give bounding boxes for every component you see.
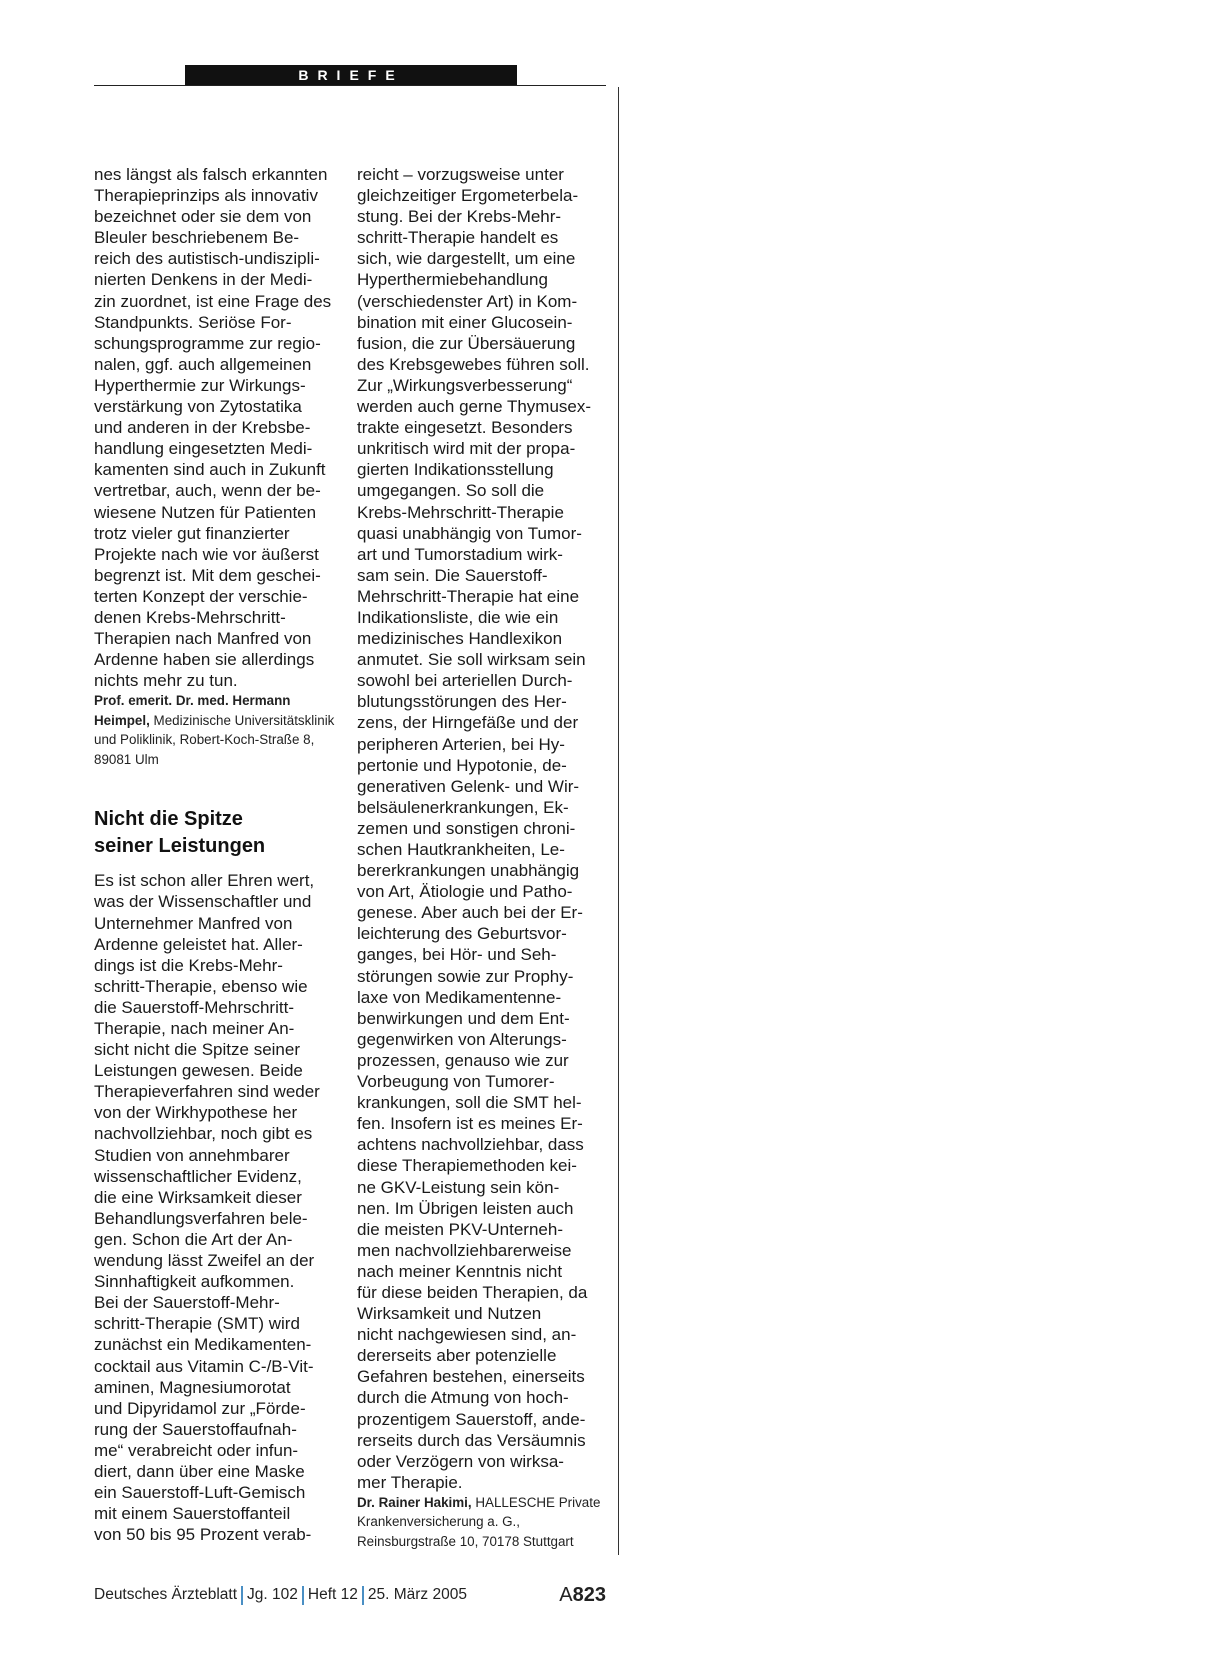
text-line: umgegangen. So soll die [357, 481, 545, 501]
text-line: sowohl bei arteriellen Durch- [357, 671, 573, 691]
text-line: nen. Im Übrigen leisten auch [357, 1198, 574, 1218]
text-line: fusion, die zur Übersäuerung [357, 333, 576, 353]
text-line: die eine Wirksamkeit dieser [94, 1187, 302, 1207]
text-line: denen Krebs-Mehrschritt- [94, 607, 286, 627]
text-line: belsäulenerkrankungen, Ek- [357, 797, 569, 817]
text-line: krankungen, soll die SMT hel- [357, 1093, 582, 1113]
heading-line: seiner Leistungen [94, 835, 266, 858]
text-line: art und Tumorstadium wirk- [357, 544, 563, 564]
text-line: Bei der Sauerstoff-Mehr- [94, 1293, 280, 1313]
page-number [559, 1584, 606, 1607]
text-line: dings ist die Krebs-Mehr- [94, 955, 283, 975]
text-line: prozentigem Sauerstoff, ande- [357, 1409, 586, 1429]
author-affiliation: HALLESCHE Private [475, 1494, 601, 1510]
text-line: nach meiner Kenntnis nicht [357, 1261, 563, 1281]
text-line: anmutet. Sie soll wirksam sein [357, 650, 586, 670]
text-line: ganges, bei Hör- und Seh- [357, 945, 557, 965]
author-affiliation: Krankenversicherung a. G., [357, 1514, 521, 1530]
text-line: wendung lässt Zweifel an der [94, 1251, 315, 1271]
text-line: Es ist schon aller Ehren wert, [94, 871, 315, 891]
text-line: fen. Insofern ist es meines Er- [357, 1114, 583, 1134]
text-line: gen. Schon die Art der An- [94, 1229, 293, 1249]
text-line: bination mit einer Glucosein- [357, 312, 573, 332]
text-line: handlung eingesetzten Medi- [94, 439, 313, 459]
footer-separator [302, 1586, 304, 1605]
text-line: Studien von annehmbarer [94, 1145, 290, 1165]
text-line: blutungsstörungen des Her- [357, 692, 567, 712]
text-line: nes längst als falsch erkannten [94, 165, 328, 184]
heading-line: Nicht die Spitze [94, 808, 243, 831]
signature-heimpel [94, 691, 350, 769]
text-line: medizinisches Handlexikon [357, 629, 563, 649]
text-line: Hyperthermiebehandlung [357, 270, 548, 290]
text-line: diese Therapiemethoden kei- [357, 1156, 577, 1176]
text-line: terten Konzept der verschie- [94, 586, 308, 606]
text-line: pertonie und Hypotonie, de- [357, 755, 567, 775]
text-line: sam sein. Die Sauerstoff- [357, 565, 548, 585]
text-line: diert, dann über eine Maske [94, 1461, 305, 1481]
text-line: sicht nicht die Spitze seiner [94, 1040, 300, 1060]
text-line: zens, der Hirngefäße und der [357, 713, 579, 733]
text-line: schritt-Therapie (SMT) wird [94, 1314, 300, 1334]
text-line: nichts mehr zu tun. [94, 671, 238, 691]
text-line: (verschiedenster Art) in Kom- [357, 291, 578, 311]
column-left [94, 164, 350, 1545]
text-line: verstärkung von Zytostatika [94, 397, 302, 417]
text-line: Wirksamkeit und Nutzen [357, 1304, 542, 1324]
text-line: nachvollziehbar, noch gibt es [94, 1124, 313, 1144]
text-line: schritt-Therapie handelt es [357, 228, 559, 248]
page-number-value: 823 [572, 1584, 606, 1606]
text-line: Krebs-Mehrschritt-Therapie [357, 502, 564, 522]
text-line: mit einem Sauerstoffanteil [94, 1504, 291, 1524]
text-line: Projekte nach wie vor äußerst [94, 544, 319, 564]
text-line: aminen, Magnesiumorotat [94, 1377, 291, 1397]
text-line: nalen, ggf. auch allgemeinen [94, 354, 312, 374]
author-name: Dr. Rainer Hakimi, [357, 1494, 472, 1510]
text-line: prozessen, genauso wie zur [357, 1050, 569, 1070]
text-line: Zur „Wirkungsverbesserung“ [357, 375, 573, 395]
section-header [185, 65, 517, 85]
column-right [357, 164, 615, 1551]
text-line: zunächst ein Medikamenten- [94, 1335, 312, 1355]
author-affiliation: Medizinische Universitätsklinik [153, 712, 335, 728]
text-line: für diese beiden Therapien, da [357, 1282, 588, 1302]
text-line: zin zuordnet, ist eine Frage des [94, 291, 332, 311]
text-line: Unternehmer Manfred von [94, 913, 293, 933]
text-line: Indikationsliste, die wie ein [357, 607, 559, 627]
text-line: Sinnhaftigkeit aufkommen. [94, 1272, 295, 1292]
text-line: Standpunkts. Seriöse For- [94, 312, 292, 332]
page-prefix: A [559, 1584, 573, 1606]
text-line: die meisten PKV-Unterneh- [357, 1219, 563, 1239]
text-line: wiesene Nutzen für Patienten [94, 502, 317, 522]
text-line: Mehrschritt-Therapie hat eine [357, 586, 580, 606]
text-line: trotz vieler gut finanzierter [94, 523, 290, 543]
text-line: genese. Aber auch bei der Er- [357, 903, 583, 923]
text-line: Ardenne geleistet hat. Aller- [94, 934, 303, 954]
journal-name: Deutsches Ärzteblatt [94, 1586, 238, 1603]
text-line: rerseits durch das Versäumnis [357, 1430, 586, 1450]
text-line: men nachvollziehbarerweise [357, 1240, 572, 1260]
text-line: stung. Bei der Krebs-Mehr- [357, 207, 562, 227]
text-line: des Krebsgewebes führen soll. [357, 354, 590, 374]
letter-heading [94, 806, 350, 860]
text-line: Behandlungsverfahren bele- [94, 1208, 308, 1228]
text-line: Bleuler beschriebenem Be- [94, 228, 300, 248]
text-line: oder Verzögern von wirksa- [357, 1451, 564, 1471]
text-line: Therapie, nach meiner An- [94, 1019, 295, 1038]
text-line: und Dipyridamol zur „Förde- [94, 1398, 306, 1418]
text-line: Leistungen gewesen. Beide [94, 1061, 303, 1081]
author-name: Heimpel, [94, 712, 150, 728]
text-line: rung der Sauerstoffaufnah- [94, 1419, 297, 1439]
header-rule [94, 85, 606, 86]
letter-body [94, 164, 350, 691]
text-line: Therapien nach Manfred von [94, 629, 312, 649]
journal-issue: Heft 12 [307, 1586, 358, 1603]
page-footer [94, 1584, 606, 1606]
footer-separator [362, 1586, 364, 1605]
author-affiliation: Reinsburgstraße 10, 70178 Stuttgart [357, 1533, 574, 1549]
text-line: bererkrankungen unabhängig [357, 861, 580, 881]
text-line: laxe von Medikamentenne- [357, 987, 562, 1007]
text-line: schungsprogramme zur regio- [94, 333, 321, 353]
text-line: begrenzt ist. Mit dem geschei- [94, 565, 321, 585]
text-line: vertretbar, auch, wenn der be- [94, 481, 321, 501]
text-line: wissenschaftlicher Evidenz, [94, 1166, 302, 1186]
text-line: von 50 bis 95 Prozent verab- [94, 1525, 312, 1545]
section-title: BRIEFE [298, 67, 404, 83]
text-line: werden auch gerne Thymusex- [357, 397, 592, 417]
letter-body [94, 870, 350, 1545]
signature-hakimi [357, 1493, 615, 1552]
text-line: generativen Gelenk- und Wir- [357, 776, 580, 796]
text-line: von Art, Ätiologie und Patho- [357, 882, 573, 902]
text-line: schritt-Therapie, ebenso wie [94, 976, 308, 996]
text-line: störungen sowie zur Prophy- [357, 966, 574, 986]
text-line: Therapieprinzips als innovativ [94, 186, 318, 206]
text-line: was der Wissenschaftler und [94, 892, 312, 912]
text-line: reicht – vorzugsweise unter [357, 165, 564, 184]
text-line: zemen und sonstigen chroni- [357, 818, 576, 838]
author-name: Prof. emerit. Dr. med. Hermann [94, 693, 291, 709]
journal-volume: Jg. 102 [247, 1586, 298, 1603]
text-line: achtens nachvollziehbar, dass [357, 1135, 584, 1155]
text-line: Gefahren bestehen, einerseits [357, 1367, 585, 1387]
text-line: und anderen in der Krebsbe- [94, 418, 311, 438]
text-line: nicht nachgewiesen sind, an- [357, 1325, 577, 1345]
text-line: mer Therapie. [357, 1472, 463, 1492]
text-line: trakte eingesetzt. Besonders [357, 418, 573, 438]
text-line: kamenten sind auch in Zukunft [94, 460, 326, 480]
text-line: von der Wirkhypothese her [94, 1103, 298, 1123]
journal-date: 25. März 2005 [367, 1586, 467, 1603]
text-line: ne GKV-Leistung sein kön- [357, 1177, 560, 1197]
text-line: durch die Atmung von hoch- [357, 1388, 569, 1408]
text-line: Therapieverfahren sind weder [94, 1082, 320, 1102]
letter-body [357, 164, 615, 1493]
text-line: peripheren Arterien, bei Hy- [357, 734, 565, 754]
author-affiliation: 89081 Ulm [94, 751, 159, 767]
author-affiliation: und Poliklinik, Robert-Koch-Straße 8, [94, 732, 315, 748]
text-line: Vorbeugung von Tumorer- [357, 1072, 555, 1092]
text-line: gleichzeitiger Ergometerbela- [357, 186, 579, 206]
text-line: cocktail aus Vitamin C-/B-Vit- [94, 1356, 314, 1376]
text-line: schen Hautkrankheiten, Le- [357, 840, 565, 859]
footer-separator [241, 1586, 243, 1605]
text-line: nierten Denkens in der Medi- [94, 270, 313, 290]
text-line: gierten Indikationsstellung [357, 460, 554, 480]
text-line: bezeichnet oder sie dem von [94, 207, 312, 227]
text-line: leichterung des Geburtsvor- [357, 924, 567, 944]
column-rule [618, 87, 619, 1555]
text-line: reich des autistisch-undiszipli- [94, 249, 320, 269]
text-line: gegenwirken von Alterungs- [357, 1029, 567, 1049]
text-line: quasi unabhängig von Tumor- [357, 523, 582, 543]
text-line: Ardenne haben sie allerdings [94, 650, 315, 670]
text-line: me“ verabreicht oder infun- [94, 1440, 299, 1460]
text-line: sich, wie dargestellt, um eine [357, 249, 576, 269]
text-line: unkritisch wird mit der propa- [357, 439, 576, 459]
text-line: Hyperthermie zur Wirkungs- [94, 375, 306, 395]
text-line: ein Sauerstoff-Luft-Gemisch [94, 1483, 306, 1503]
text-line: benwirkungen und dem Ent- [357, 1008, 570, 1028]
text-line: dererseits aber potenzielle [357, 1346, 557, 1366]
text-line: die Sauerstoff-Mehrschritt- [94, 997, 294, 1017]
